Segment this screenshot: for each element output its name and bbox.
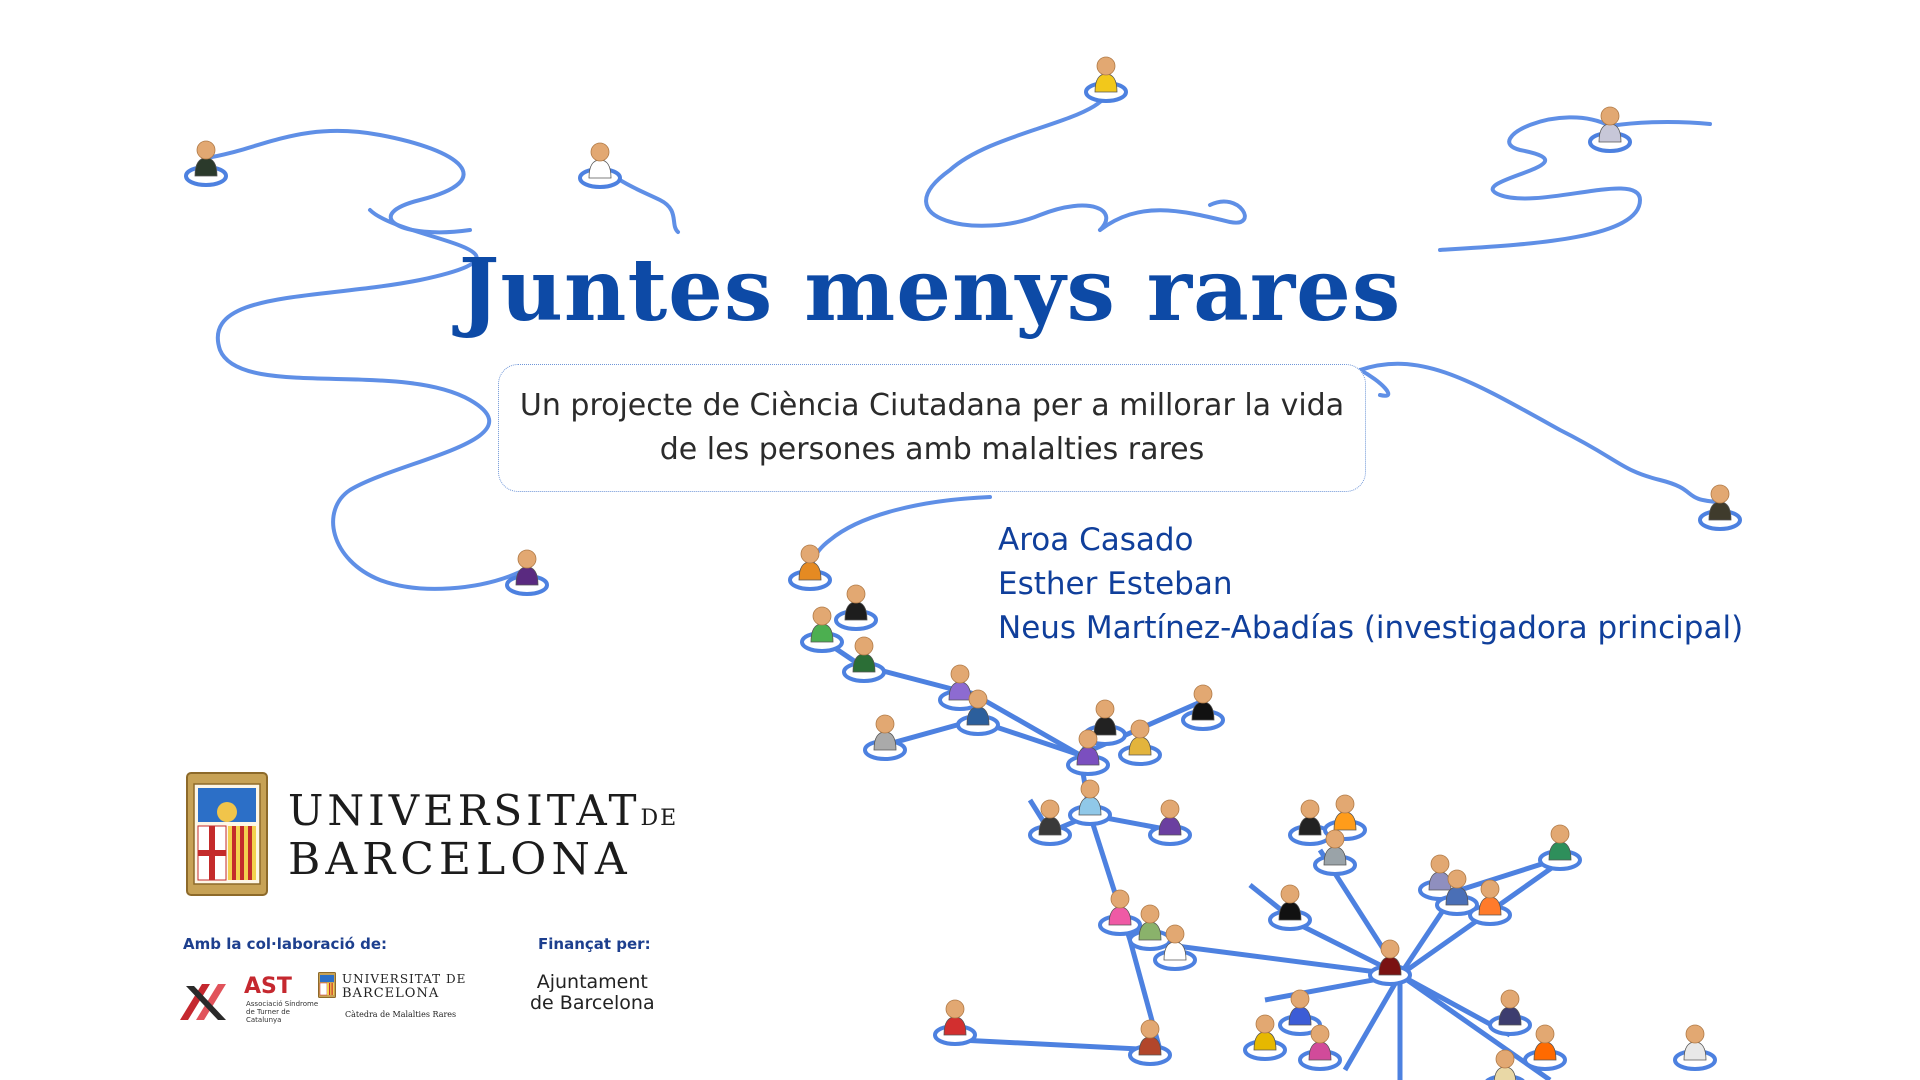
pawn-figure — [1485, 1050, 1525, 1080]
winding-line — [926, 76, 1109, 230]
winding-line — [1100, 201, 1245, 230]
ajuntament-line-1: Ajuntament — [536, 971, 648, 993]
ub-chair-line-1: UNIVERSITAT DE — [342, 972, 467, 986]
subtitle-line-2: de les persones amb malalties rares — [659, 432, 1205, 467]
winding-line — [812, 497, 990, 575]
ast-name: AST — [244, 974, 292, 999]
author-name: Aroa Casado — [998, 522, 1194, 558]
collaboration-label: Amb la col·laboració de: — [183, 935, 388, 953]
pawn-figure — [1070, 780, 1110, 824]
network-edge — [1345, 975, 1400, 1070]
ast-subtitle: Associació Síndrome de Turner de Catalunya — [246, 1000, 319, 1024]
pawn-figure — [1150, 800, 1190, 844]
pawn-figure — [1086, 57, 1126, 101]
pawn-figure — [935, 1000, 975, 1044]
university-name-line-2: BARCELONA — [288, 834, 632, 885]
pawn-figure — [802, 607, 842, 651]
pawn-figure — [507, 550, 547, 594]
ast-logo — [176, 972, 319, 1028]
network-edges — [820, 638, 1570, 1080]
ajuntament-line-2: de Barcelona — [530, 992, 655, 1014]
ub-chair-line-3: Càtedra de Malalties Rares — [345, 1010, 457, 1019]
winding-line — [1360, 364, 1720, 502]
author-name: Neus Martínez-Abadías (investigadora principal) — [998, 610, 1744, 646]
pawn-figure — [1590, 107, 1630, 151]
pawn-figure — [1540, 825, 1580, 869]
pawn-figure — [1120, 720, 1160, 764]
network-edge — [960, 1040, 1160, 1050]
ast-mark-icon — [176, 976, 236, 1024]
pawn-figure — [1525, 1025, 1565, 1069]
pawn-figure — [836, 585, 876, 629]
ajuntament-logo — [530, 972, 655, 1014]
ub-chair-line-2: BARCELONA — [342, 986, 440, 1001]
pawn-figure — [1100, 890, 1140, 934]
ub-chair-logo — [318, 970, 467, 1030]
university-logo — [186, 772, 679, 898]
university-name-line-1: UNIVERSITATDE — [288, 786, 679, 835]
pawn-figure — [186, 141, 226, 185]
author-name: Esther Esteban — [998, 566, 1233, 602]
university-shield-icon — [318, 972, 336, 998]
pawn-figure — [865, 715, 905, 759]
winding-line — [206, 131, 470, 232]
subtitle-box — [498, 364, 1366, 492]
funding-label: Finançat per: — [538, 935, 651, 953]
authors-list — [998, 518, 1743, 650]
pawn-figure — [1675, 1025, 1715, 1069]
pawn-figure — [1130, 1020, 1170, 1064]
subtitle-line-1: Un projecte de Ciència Ciutadana per a millorar la vida — [519, 388, 1345, 423]
winding-line — [1610, 122, 1710, 126]
pawn-figure — [1290, 800, 1330, 844]
pawn-figure — [790, 545, 830, 589]
pawn-figure — [580, 143, 620, 187]
university-shield-icon — [186, 772, 268, 896]
pawn-figure — [1490, 990, 1530, 1034]
page-title: Juntes menys rares — [458, 240, 1402, 341]
